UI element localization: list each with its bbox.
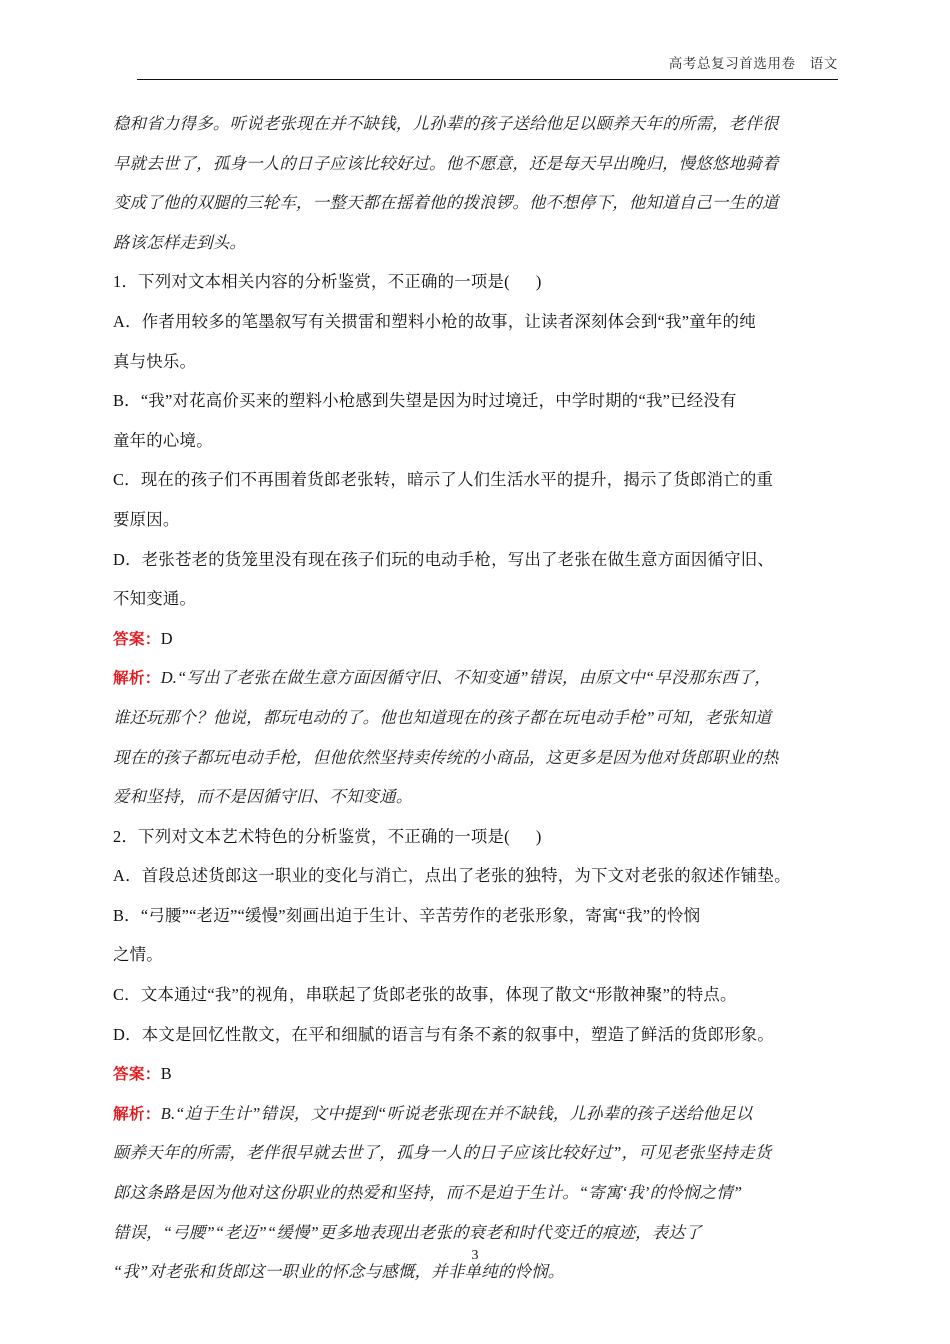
answer-value: B (160, 1064, 172, 1084)
answer-value: D (160, 628, 173, 648)
question-block-1 (113, 262, 861, 816)
analysis-line: 颐养天年的所需，老伴很早就去世了，孤身一人的日子应该比较好过”，可见老张坚持走货 (113, 1143, 772, 1163)
analysis-line: 谁还玩那个？他说，都玩电动的了。他也知道现在的孩子都在玩电动手枪”可知，老张知道 (113, 707, 772, 727)
option-line: A．作者用较多的笔墨叙写有关掼雷和塑料小枪的故事，让读者深刻体会到“我”童年的纯 (113, 311, 756, 331)
option-line: B．“我”对花高价买来的塑料小枪感到失望是因为时过境迁，中学时期的“我”已经没有 (113, 391, 737, 411)
header-divider-rule (137, 79, 838, 80)
option-line: 不知变通。 (113, 589, 197, 609)
answer-label: 答案： (113, 1066, 161, 1084)
option-line: 之情。 (113, 945, 163, 965)
analysis-line: 现在的孩子都玩电动手枪，但他依然坚持卖传统的小商品，这更多是因为他对货郎职业的热 (113, 747, 779, 767)
question-stem-1 (113, 262, 861, 302)
analysis-label: 解析： (113, 1105, 161, 1123)
question-stem-text: 1．下列对文本相关内容的分析鉴赏，不正确的一项是( (113, 272, 510, 292)
analysis-label: 解析： (113, 670, 161, 688)
answer-row-2 (113, 1054, 861, 1094)
analysis-line: 郎这条路是因为他对这份职业的热爱和坚持，而不是迫于生计。“寄寓‘我’的怜悯之情” (113, 1183, 743, 1203)
option-line: D．本文是回忆性散文，在平和细腻的语言与有条不紊的叙事中，塑造了鲜活的货郎形象。 (113, 1024, 775, 1044)
passage-line: 稳和省力得多。听说老张现在并不缺钱，儿孙辈的孩子送给他足以颐养天年的所需，老伴很 (113, 114, 779, 133)
page-number: 3 (471, 1248, 479, 1263)
passage-line: 早就去世了，孤身一人的日子应该比较好过。他不愿意，还是每天早出晚归，慢悠悠地骑着 (113, 153, 779, 173)
question-stem-close: ) (535, 272, 542, 292)
option-line: A．首段总述货郎这一职业的变化与消亡，点出了老张的独特，为下文对老张的叙述作铺垫。 (113, 866, 791, 886)
analysis-first-line-2 (113, 1094, 861, 1134)
analysis-text: D.“写出了老张在做生意方面因循守旧、不知变通”错误，由原文中“早没那东西了， (160, 668, 771, 688)
option-line: C．文本通过“我”的视角，串联起了货郎老张的故事，体现了散文“形散神聚”的特点。 (113, 985, 737, 1005)
document-body (113, 104, 861, 1292)
passage-line: 变成了他的双腿的三轮车，一整天都在摇着他的拨浪锣。他不想停下，他知道自己一生的道 (113, 193, 779, 213)
analysis-first-line-1 (113, 658, 861, 698)
analysis-text: B.“迫于生计”错误，文中提到“听说老张现在并不缺钱，儿孙辈的孩子送给他足以 (160, 1103, 753, 1123)
question-block-2 (113, 817, 861, 1292)
option-line: C．现在的孩子们不再围着货郎老张转，暗示了人们生活水平的提升，揭示了货郎消亡的重 (113, 470, 774, 490)
answer-label: 答案： (113, 630, 161, 648)
question-stem-2 (113, 817, 861, 857)
passage-line: 路该怎样走到头。 (113, 232, 247, 252)
question-stem-text: 2．下列对文本艺术特色的分析鉴赏，不正确的一项是( (113, 826, 510, 846)
analysis-line: 错误，“弓腰”“老迈”“缓慢”更多地表现出老张的衰老和时代变迁的痕迹，表达了 (113, 1222, 702, 1242)
passage-block (113, 104, 861, 262)
analysis-line: “我”对老张和货郎这一职业的怀念与感慨，并非单纯的怜悯。 (113, 1262, 565, 1282)
option-line: B．“弓腰”“老迈”“缓慢”刻画出迫于生计、辛苦劳作的老张形象，寄寓“我”的怜悯 (113, 905, 701, 925)
option-line: 童年的心境。 (113, 430, 213, 450)
answer-row-1 (113, 619, 861, 659)
analysis-line: 爱和坚持，而不是因循守旧、不知变通。 (113, 787, 413, 807)
page-header (137, 54, 838, 86)
option-line: 真与快乐。 (113, 351, 197, 371)
page-footer (0, 1246, 950, 1264)
option-line: 要原因。 (113, 509, 180, 529)
option-line: D．老张苍老的货笼里没有现在孩子们玩的电动手枪，写出了老张在做生意方面因循守旧、 (113, 549, 775, 569)
question-stem-close: ) (535, 826, 542, 846)
header-title: 高考总复习首选用卷 语文 (668, 56, 838, 71)
